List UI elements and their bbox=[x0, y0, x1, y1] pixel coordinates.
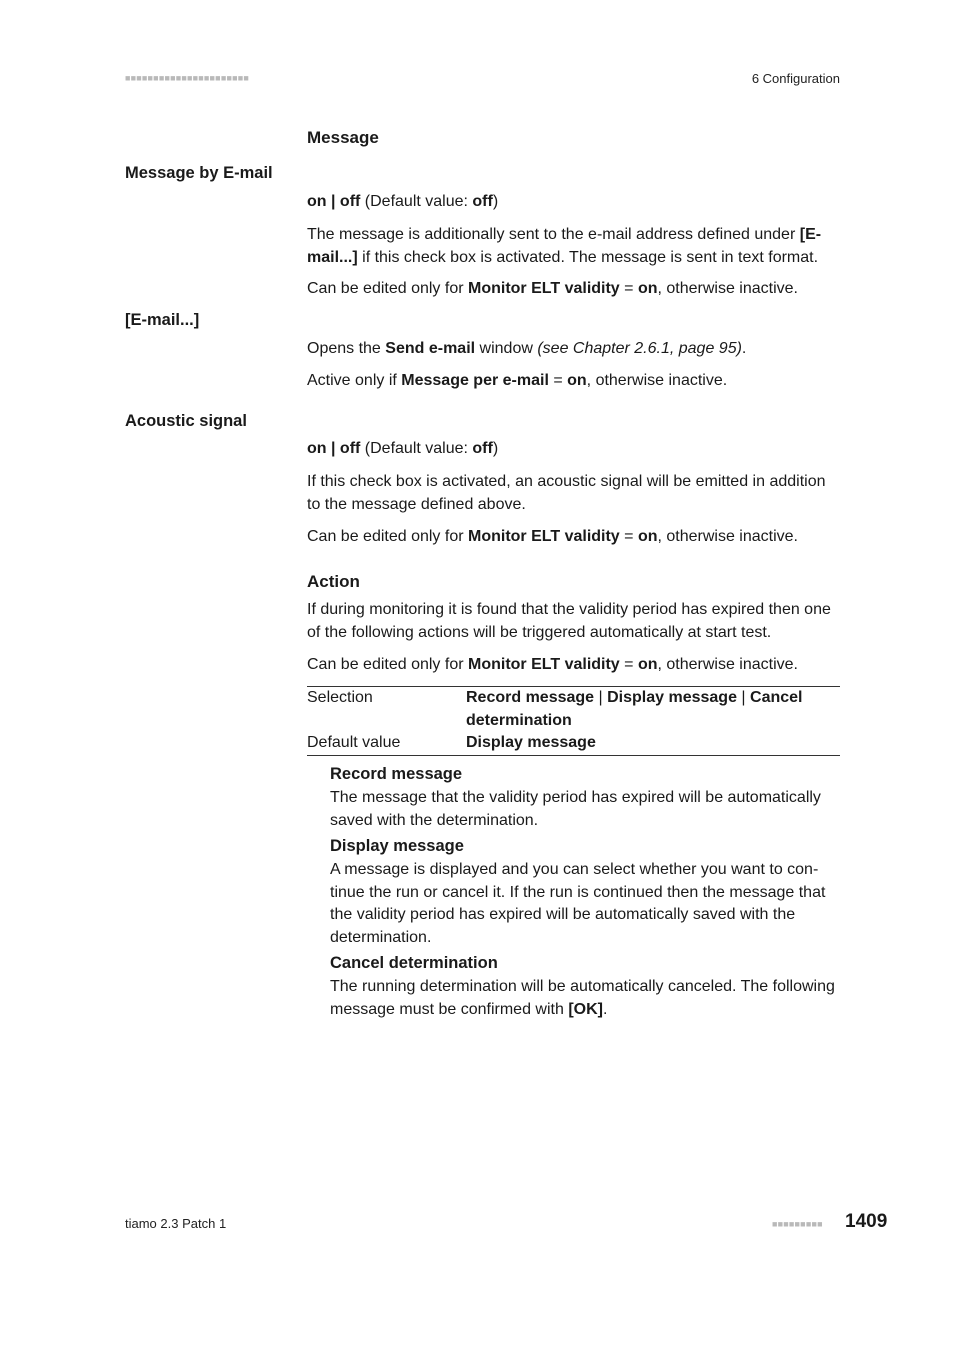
footer-decoration: ■■■■■■■■■ bbox=[772, 1219, 823, 1229]
default-value-label: Default value bbox=[307, 734, 401, 751]
param-edit-condition-email: Can be edited only for Monitor ELT validity = on, otherwise inactive. bbox=[307, 280, 798, 297]
option-desc-cancel-determination: The running determination will be automatically canceled. The following message must be confirmed with [OK]. bbox=[330, 978, 835, 1018]
param-active-condition-email-button: Active only if Message per e-mail = on, otherwise inactive. bbox=[307, 372, 728, 389]
section-title-message: Message bbox=[307, 128, 379, 147]
option-title-display-message: Display message bbox=[330, 837, 464, 855]
table-bottom-rule bbox=[307, 755, 840, 756]
param-label-email-button: [E-mail...] bbox=[125, 311, 200, 329]
action-edit-condition: Can be edited only for Monitor ELT validity = on, otherwise inactive. bbox=[307, 656, 798, 673]
param-edit-condition-acoustic: Can be edited only for Monitor ELT validity = on, otherwise inactive. bbox=[307, 528, 798, 545]
section-title-action: Action bbox=[307, 572, 360, 591]
selection-values: Record message | Display message | Cancel determination bbox=[466, 689, 803, 729]
param-desc-email-button: Opens the Send e-mail window (see Chapter 2.6.1, page 95). bbox=[307, 340, 747, 357]
default-value: Display message bbox=[466, 734, 596, 751]
chapter-title: 6 Configuration bbox=[751, 71, 840, 86]
chapter-reference-link[interactable]: (see Chapter 2.6.1, page 95) bbox=[537, 340, 742, 357]
option-title-cancel-determination: Cancel determination bbox=[330, 954, 498, 972]
option-desc-record-message: The message that the validity period has expired will be automatically saved with the determination. bbox=[330, 789, 821, 829]
footer-product: tiamo 2.3 Patch 1 bbox=[125, 1216, 227, 1231]
param-options-email: on | off (Default value: off) bbox=[307, 193, 499, 210]
option-desc-display-message: A message is displayed and you can select whether you want to continue the run or cancel it. If the run is continued then the message that the validity period has expired will be automatically saved with the determination. bbox=[330, 861, 826, 946]
page-number: 1409 bbox=[845, 1211, 888, 1232]
action-desc: If during monitoring it is found that the validity period has expired then one of the following actions will be triggered automatically at start test. bbox=[307, 601, 831, 641]
header-decoration: ■■■■■■■■■■■■■■■■■■■■■■ bbox=[125, 73, 249, 83]
selection-label: Selection bbox=[307, 689, 373, 706]
param-desc-acoustic: If this check box is activated, an acoustic signal will be emitted in addition to the message defined above. bbox=[307, 473, 826, 513]
param-label-message-by-email: Message by E-mail bbox=[125, 164, 273, 182]
param-options-acoustic: on | off (Default value: off) bbox=[307, 440, 499, 457]
option-title-record-message: Record message bbox=[330, 765, 463, 783]
param-desc-email: The message is additionally sent to the e-mail address defined under [E-mail...] if this check box is activated. The message is sent in text format. bbox=[307, 226, 822, 266]
param-label-acoustic-signal: Acoustic signal bbox=[125, 412, 247, 430]
